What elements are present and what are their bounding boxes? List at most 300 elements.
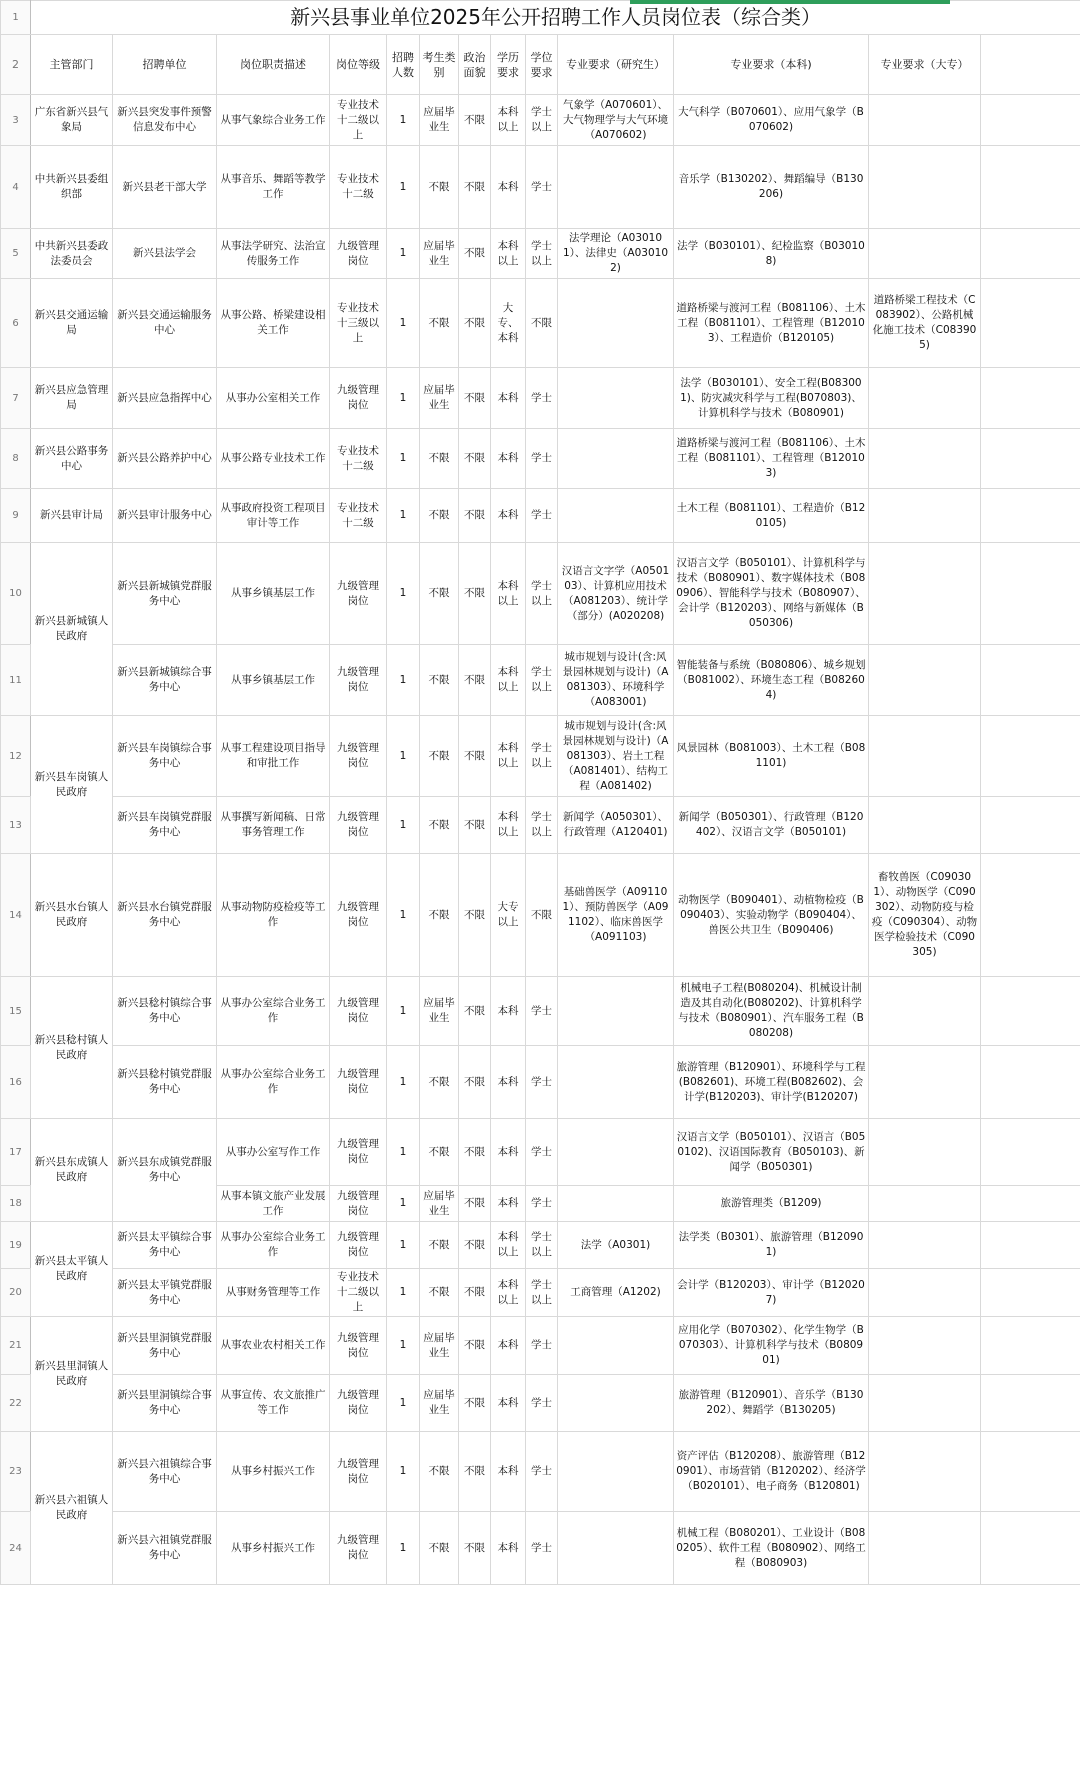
candidate-type-cell[interactable]: 不限	[420, 543, 459, 645]
level-cell[interactable]: 九级管理岗位	[330, 543, 387, 645]
sheet-title[interactable]: 新兴县事业单位2025年公开招聘工作人员岗位表（综合类）	[31, 1, 1080, 35]
degree-cell[interactable]: 学士	[526, 1432, 558, 1512]
undergrad-major-cell[interactable]: 会计学（B120203）、审计学（B120207)	[674, 1269, 869, 1317]
degree-cell[interactable]: 学士以上	[526, 716, 558, 797]
degree-cell[interactable]: 学士	[526, 1186, 558, 1222]
college-major-cell[interactable]: 道路桥梁工程技术（C083902）、公路机械化施工技术（C083905)	[869, 279, 981, 368]
headcount-cell[interactable]: 1	[387, 1046, 420, 1119]
postgrad-major-cell[interactable]	[558, 1046, 674, 1119]
college-major-cell[interactable]	[869, 1119, 981, 1186]
headcount-cell[interactable]: 1	[387, 716, 420, 797]
undergrad-major-cell[interactable]: 法学（B030101）、安全工程(B083001)、防灾减灾科学与工程(B070803)、计算机科学与技术（B080901)	[674, 368, 869, 429]
level-cell[interactable]: 九级管理岗位	[330, 1375, 387, 1432]
postgrad-major-cell[interactable]: 法学理论（A030101）、法律史（A030102)	[558, 229, 674, 279]
undergrad-major-cell[interactable]: 动物医学（B090401）、动植物检疫（B090403）、实验动物学（B090404）、兽医公共卫生（B090406)	[674, 854, 869, 977]
degree-cell[interactable]: 学士	[526, 1375, 558, 1432]
headcount-cell[interactable]: 1	[387, 1186, 420, 1222]
employer-unit-cell[interactable]: 新兴县审计服务中心	[113, 489, 217, 543]
undergrad-major-cell[interactable]: 土木工程（B081101）、工程造价（B120105)	[674, 489, 869, 543]
candidate-type-cell[interactable]: 不限	[420, 1222, 459, 1269]
education-cell[interactable]: 本科以上	[491, 797, 526, 854]
duty-cell[interactable]: 从事乡村振兴工作	[217, 1512, 330, 1585]
postgrad-major-cell[interactable]	[558, 1119, 674, 1186]
postgrad-major-cell[interactable]	[558, 1432, 674, 1512]
duty-cell[interactable]: 从事办公室综合业务工作	[217, 977, 330, 1046]
college-major-cell[interactable]	[869, 229, 981, 279]
political-status-cell[interactable]: 不限	[459, 1222, 491, 1269]
empty-cell[interactable]	[981, 1432, 1080, 1512]
candidate-type-cell[interactable]: 不限	[420, 854, 459, 977]
employer-unit-cell[interactable]: 新兴县新城镇综合事务中心	[113, 645, 217, 716]
level-cell[interactable]: 专业技术十二级以上	[330, 1269, 387, 1317]
duty-cell[interactable]: 从事农业农村相关工作	[217, 1317, 330, 1375]
undergrad-major-cell[interactable]: 法学类（B0301）、旅游管理（B120901)	[674, 1222, 869, 1269]
employer-unit-cell[interactable]: 新兴县水台镇党群服务中心	[113, 854, 217, 977]
political-status-cell[interactable]: 不限	[459, 1375, 491, 1432]
table-row	[1, 543, 1080, 645]
headcount-cell[interactable]: 1	[387, 279, 420, 368]
college-major-cell[interactable]: 畜牧兽医（C090301）、动物医学（C090302）、动物防疫与检疫（C090304）、动物医学检验技术（C090305)	[869, 854, 981, 977]
undergrad-major-cell[interactable]: 道路桥梁与渡河工程（B081106）、土木工程（B081101）、工程管理（B120103）、工程造价（B120105)	[674, 279, 869, 368]
header-cell[interactable]: 招聘单位	[113, 35, 217, 95]
postgrad-major-cell[interactable]	[558, 1512, 674, 1585]
department-cell[interactable]: 新兴县新城镇人民政府	[31, 543, 113, 716]
employer-unit-cell[interactable]: 新兴县稔村镇综合事务中心	[113, 977, 217, 1046]
degree-cell[interactable]: 学士	[526, 489, 558, 543]
level-cell[interactable]: 专业技术十三级以上	[330, 279, 387, 368]
postgrad-major-cell[interactable]: 气象学（A070601）、大气物理学与大气环境（A070602)	[558, 95, 674, 146]
college-major-cell[interactable]	[869, 368, 981, 429]
college-major-cell[interactable]	[869, 429, 981, 489]
empty-cell[interactable]	[981, 229, 1080, 279]
duty-cell[interactable]: 从事公路专业技术工作	[217, 429, 330, 489]
political-status-cell[interactable]: 不限	[459, 645, 491, 716]
empty-cell[interactable]	[981, 1375, 1080, 1432]
education-cell[interactable]: 大专以上	[491, 854, 526, 977]
headcount-cell[interactable]: 1	[387, 368, 420, 429]
political-status-cell[interactable]: 不限	[459, 368, 491, 429]
undergrad-major-cell[interactable]: 汉语言文学（B050101）、计算机科学与技术（B080901）、数字媒体技术（B080906）、智能科学与技术（B080907）、会计学（B120203）、网络与新媒体（B050306)	[674, 543, 869, 645]
education-cell[interactable]: 本科以上	[491, 716, 526, 797]
postgrad-major-cell[interactable]	[558, 279, 674, 368]
undergrad-major-cell[interactable]: 旅游管理类（B1209)	[674, 1186, 869, 1222]
education-cell[interactable]: 本科以上	[491, 543, 526, 645]
college-major-cell[interactable]	[869, 1317, 981, 1375]
political-status-cell[interactable]: 不限	[459, 489, 491, 543]
employer-unit-cell[interactable]: 新兴县东成镇党群服务中心	[113, 1119, 217, 1222]
employer-unit-cell[interactable]: 新兴县六祖镇综合事务中心	[113, 1432, 217, 1512]
headcount-cell[interactable]: 1	[387, 1119, 420, 1186]
degree-cell[interactable]: 学士以上	[526, 1222, 558, 1269]
employer-unit-cell[interactable]: 新兴县里洞镇综合事务中心	[113, 1375, 217, 1432]
degree-cell[interactable]: 学士	[526, 1046, 558, 1119]
employer-unit-cell[interactable]: 新兴县老干部大学	[113, 146, 217, 229]
empty-cell[interactable]	[981, 429, 1080, 489]
education-cell[interactable]: 本科	[491, 1317, 526, 1375]
undergrad-major-cell[interactable]: 法学（B030101）、纪检监察（B030108)	[674, 229, 869, 279]
level-cell[interactable]: 九级管理岗位	[330, 229, 387, 279]
employer-unit-cell[interactable]: 新兴县新城镇党群服务中心	[113, 543, 217, 645]
employer-unit-cell[interactable]: 新兴县六祖镇党群服务中心	[113, 1512, 217, 1585]
headcount-cell[interactable]: 1	[387, 95, 420, 146]
political-status-cell[interactable]: 不限	[459, 1046, 491, 1119]
political-status-cell[interactable]: 不限	[459, 854, 491, 977]
candidate-type-cell[interactable]: 不限	[420, 716, 459, 797]
headcount-cell[interactable]: 1	[387, 797, 420, 854]
college-major-cell[interactable]	[869, 645, 981, 716]
row-number: 3	[1, 95, 31, 146]
degree-cell[interactable]: 学士以上	[526, 95, 558, 146]
level-cell[interactable]: 九级管理岗位	[330, 1222, 387, 1269]
degree-cell[interactable]: 不限	[526, 854, 558, 977]
education-cell[interactable]: 本科	[491, 489, 526, 543]
political-status-cell[interactable]: 不限	[459, 95, 491, 146]
college-major-cell[interactable]	[869, 1269, 981, 1317]
level-cell[interactable]: 九级管理岗位	[330, 854, 387, 977]
employer-unit-cell[interactable]: 新兴县车岗镇综合事务中心	[113, 716, 217, 797]
candidate-type-cell[interactable]: 不限	[420, 429, 459, 489]
postgrad-major-cell[interactable]: 汉语言文字学（A050103）、计算机应用技术（A081203）、统计学（部分）(A020208)	[558, 543, 674, 645]
headcount-cell[interactable]: 1	[387, 489, 420, 543]
college-major-cell[interactable]	[869, 1186, 981, 1222]
duty-cell[interactable]: 从事办公室综合业务工作	[217, 1046, 330, 1119]
department-cell[interactable]: 新兴县里洞镇人民政府	[31, 1317, 113, 1432]
header-cell[interactable]: 专业要求（大专）	[869, 35, 981, 95]
college-major-cell[interactable]	[869, 95, 981, 146]
employer-unit-cell[interactable]: 新兴县交通运输服务中心	[113, 279, 217, 368]
candidate-type-cell[interactable]: 应届毕业生	[420, 1375, 459, 1432]
level-cell[interactable]: 九级管理岗位	[330, 1046, 387, 1119]
undergrad-major-cell[interactable]: 机械电子工程(B080204)、机械设计制造及其自动化(B080202)、计算机科学与技术（B080901）、汽车服务工程（B080208)	[674, 977, 869, 1046]
empty-cell[interactable]	[981, 1222, 1080, 1269]
undergrad-major-cell[interactable]: 旅游管理（B120901）、音乐学（B130202）、舞蹈学（B130205)	[674, 1375, 869, 1432]
postgrad-major-cell[interactable]: 工商管理（A1202)	[558, 1269, 674, 1317]
education-cell[interactable]: 本科	[491, 1186, 526, 1222]
duty-cell[interactable]: 从事法学研究、法治宣传服务工作	[217, 229, 330, 279]
postgrad-major-cell[interactable]	[558, 1375, 674, 1432]
undergrad-major-cell[interactable]: 风景园林（B081003）、土木工程（B081101)	[674, 716, 869, 797]
undergrad-major-cell[interactable]: 道路桥梁与渡河工程（B081106）、土木工程（B081101）、工程管理（B120103)	[674, 429, 869, 489]
postgrad-major-cell[interactable]: 城市规划与设计(含:风景园林规划与设计)（A081303）、岩土工程（A081401）、结构工程（A081402)	[558, 716, 674, 797]
headcount-cell[interactable]: 1	[387, 1222, 420, 1269]
education-cell[interactable]: 本科以上	[491, 1269, 526, 1317]
political-status-cell[interactable]: 不限	[459, 1512, 491, 1585]
employer-unit-cell[interactable]: 新兴县稔村镇党群服务中心	[113, 1046, 217, 1119]
duty-cell[interactable]: 从事乡镇基层工作	[217, 543, 330, 645]
education-cell[interactable]: 本科	[491, 1375, 526, 1432]
duty-cell[interactable]: 从事办公室写作工作	[217, 1119, 330, 1186]
header-cell[interactable]: 学历要求	[491, 35, 526, 95]
level-cell[interactable]: 专业技术十二级	[330, 429, 387, 489]
empty-cell[interactable]	[981, 645, 1080, 716]
headcount-cell[interactable]: 1	[387, 1375, 420, 1432]
education-cell[interactable]: 本科	[491, 146, 526, 229]
employer-unit-cell[interactable]: 新兴县突发事件预警信息发布中心	[113, 95, 217, 146]
education-cell[interactable]: 本科	[491, 1512, 526, 1585]
headcount-cell[interactable]: 1	[387, 1317, 420, 1375]
candidate-type-cell[interactable]: 不限	[420, 1119, 459, 1186]
headcount-cell[interactable]: 1	[387, 854, 420, 977]
department-cell[interactable]: 新兴县公路事务中心	[31, 429, 113, 489]
education-cell[interactable]: 大专、本科	[491, 279, 526, 368]
political-status-cell[interactable]: 不限	[459, 1432, 491, 1512]
degree-cell[interactable]: 学士以上	[526, 1269, 558, 1317]
political-status-cell[interactable]: 不限	[459, 1186, 491, 1222]
duty-cell[interactable]: 从事宣传、农文旅推广等工作	[217, 1375, 330, 1432]
table-row	[1, 1317, 1080, 1375]
degree-cell[interactable]: 学士以上	[526, 797, 558, 854]
degree-cell[interactable]: 学士	[526, 1317, 558, 1375]
department-cell[interactable]: 新兴县稔村镇人民政府	[31, 977, 113, 1119]
department-cell[interactable]: 新兴县水台镇人民政府	[31, 854, 113, 977]
political-status-cell[interactable]: 不限	[459, 1317, 491, 1375]
employer-unit-cell[interactable]: 新兴县应急指挥中心	[113, 368, 217, 429]
level-cell[interactable]: 九级管理岗位	[330, 977, 387, 1046]
duty-cell[interactable]: 从事财务管理等工作	[217, 1269, 330, 1317]
department-cell[interactable]: 中共新兴县委组织部	[31, 146, 113, 229]
level-cell[interactable]: 九级管理岗位	[330, 368, 387, 429]
college-major-cell[interactable]	[869, 977, 981, 1046]
headcount-cell[interactable]: 1	[387, 1269, 420, 1317]
headcount-cell[interactable]: 1	[387, 645, 420, 716]
headcount-cell[interactable]: 1	[387, 543, 420, 645]
duty-cell[interactable]: 从事撰写新闻稿、日常事务管理工作	[217, 797, 330, 854]
postgrad-major-cell[interactable]	[558, 977, 674, 1046]
education-cell[interactable]: 本科	[491, 429, 526, 489]
department-cell[interactable]: 新兴县审计局	[31, 489, 113, 543]
candidate-type-cell[interactable]: 应届毕业生	[420, 1186, 459, 1222]
undergrad-major-cell[interactable]: 新闻学（B050301）、行政管理（B120402）、汉语言文学（B050101)	[674, 797, 869, 854]
undergrad-major-cell[interactable]: 汉语言文学（B050101）、汉语言（B050102)、汉语国际教育（B050103)、新闻学（B050301)	[674, 1119, 869, 1186]
employer-unit-cell[interactable]: 新兴县里洞镇党群服务中心	[113, 1317, 217, 1375]
college-major-cell[interactable]	[869, 543, 981, 645]
postgrad-major-cell[interactable]: 城市规划与设计(含:风景园林规划与设计)（A081303）、环境科学（A083001)	[558, 645, 674, 716]
candidate-type-cell[interactable]: 不限	[420, 797, 459, 854]
empty-cell[interactable]	[981, 1119, 1080, 1186]
level-cell[interactable]: 专业技术十二级	[330, 489, 387, 543]
level-cell[interactable]: 专业技术十二级	[330, 146, 387, 229]
education-cell[interactable]: 本科	[491, 977, 526, 1046]
empty-cell[interactable]	[981, 1186, 1080, 1222]
level-cell[interactable]: 九级管理岗位	[330, 1432, 387, 1512]
undergrad-major-cell[interactable]: 应用化学（B070302）、化学生物学（B070303）、计算机科学与技术（B080901)	[674, 1317, 869, 1375]
college-major-cell[interactable]	[869, 146, 981, 229]
degree-cell[interactable]: 学士以上	[526, 543, 558, 645]
table-row	[1, 229, 1080, 279]
employer-unit-cell[interactable]: 新兴县太平镇党群服务中心	[113, 1269, 217, 1317]
degree-cell[interactable]: 学士	[526, 977, 558, 1046]
duty-cell[interactable]: 从事乡镇基层工作	[217, 645, 330, 716]
duty-cell[interactable]: 从事公路、桥梁建设相关工作	[217, 279, 330, 368]
postgrad-major-cell[interactable]	[558, 1317, 674, 1375]
empty-cell[interactable]	[981, 854, 1080, 977]
empty-cell[interactable]	[981, 1269, 1080, 1317]
table-row	[1, 1269, 1080, 1317]
college-major-cell[interactable]	[869, 1512, 981, 1585]
degree-cell[interactable]: 学士	[526, 368, 558, 429]
empty-cell[interactable]	[981, 95, 1080, 146]
postgrad-major-cell[interactable]: 新闻学（A050301）、行政管理（A120401)	[558, 797, 674, 854]
college-major-cell[interactable]	[869, 1432, 981, 1512]
department-cell[interactable]: 中共新兴县委政法委员会	[31, 229, 113, 279]
degree-cell[interactable]: 学士	[526, 1512, 558, 1585]
employer-unit-cell[interactable]: 新兴县公路养护中心	[113, 429, 217, 489]
undergrad-major-cell[interactable]: 音乐学（B130202）、舞蹈编导（B130206)	[674, 146, 869, 229]
candidate-type-cell[interactable]: 不限	[420, 1512, 459, 1585]
level-cell[interactable]: 九级管理岗位	[330, 1317, 387, 1375]
candidate-type-cell[interactable]: 应届毕业生	[420, 977, 459, 1046]
header-cell[interactable]: 岗位等级	[330, 35, 387, 95]
political-status-cell[interactable]: 不限	[459, 279, 491, 368]
duty-cell[interactable]: 从事政府投资工程项目审计等工作	[217, 489, 330, 543]
degree-cell[interactable]: 学士	[526, 1119, 558, 1186]
header-cell[interactable]: 考生类别	[420, 35, 459, 95]
empty-cell[interactable]	[981, 716, 1080, 797]
education-cell[interactable]: 本科	[491, 1119, 526, 1186]
duty-cell[interactable]: 从事本镇文旅产业发展工作	[217, 1186, 330, 1222]
postgrad-major-cell[interactable]	[558, 489, 674, 543]
candidate-type-cell[interactable]: 应届毕业生	[420, 1317, 459, 1375]
education-cell[interactable]: 本科	[491, 1432, 526, 1512]
postgrad-major-cell[interactable]	[558, 368, 674, 429]
education-cell[interactable]: 本科	[491, 368, 526, 429]
empty-cell[interactable]	[981, 1512, 1080, 1585]
undergrad-major-cell[interactable]: 旅游管理（B120901）、环境科学与工程(B082601)、环境工程(B082602)、会计学(B120203)、审计学(B120207)	[674, 1046, 869, 1119]
candidate-type-cell[interactable]: 不限	[420, 146, 459, 229]
education-cell[interactable]: 本科以上	[491, 1222, 526, 1269]
department-cell[interactable]: 新兴县太平镇人民政府	[31, 1222, 113, 1317]
postgrad-major-cell[interactable]	[558, 1186, 674, 1222]
candidate-type-cell[interactable]: 不限	[420, 1046, 459, 1119]
header-cell[interactable]: 专业要求（研究生）	[558, 35, 674, 95]
candidate-type-cell[interactable]: 应届毕业生	[420, 368, 459, 429]
department-cell[interactable]: 新兴县东成镇人民政府	[31, 1119, 113, 1222]
duty-cell[interactable]: 从事动物防疫检疫等工作	[217, 854, 330, 977]
candidate-type-cell[interactable]: 不限	[420, 645, 459, 716]
duty-cell[interactable]: 从事工程建设项目指导和审批工作	[217, 716, 330, 797]
degree-cell[interactable]: 不限	[526, 279, 558, 368]
empty-cell[interactable]	[981, 146, 1080, 229]
table-row	[1, 489, 1080, 543]
level-cell[interactable]: 专业技术十二级以上	[330, 95, 387, 146]
college-major-cell[interactable]	[869, 716, 981, 797]
level-cell[interactable]: 九级管理岗位	[330, 1512, 387, 1585]
candidate-type-cell[interactable]: 应届毕业生	[420, 229, 459, 279]
headcount-cell[interactable]: 1	[387, 977, 420, 1046]
selection-accent-line	[630, 0, 950, 4]
level-cell[interactable]: 九级管理岗位	[330, 797, 387, 854]
empty-cell[interactable]	[981, 279, 1080, 368]
header-cell[interactable]: 政治面貌	[459, 35, 491, 95]
empty-cell[interactable]	[981, 1317, 1080, 1375]
political-status-cell[interactable]: 不限	[459, 429, 491, 489]
empty-cell[interactable]	[981, 977, 1080, 1046]
candidate-type-cell[interactable]: 应届毕业生	[420, 95, 459, 146]
level-cell[interactable]: 九级管理岗位	[330, 1119, 387, 1186]
degree-cell[interactable]: 学士	[526, 429, 558, 489]
political-status-cell[interactable]: 不限	[459, 229, 491, 279]
education-cell[interactable]: 本科以上	[491, 229, 526, 279]
department-cell[interactable]: 新兴县交通运输局	[31, 279, 113, 368]
headcount-cell[interactable]: 1	[387, 229, 420, 279]
empty-cell[interactable]	[981, 489, 1080, 543]
duty-cell[interactable]: 从事气象综合业务工作	[217, 95, 330, 146]
postgrad-major-cell[interactable]: 法学（A0301)	[558, 1222, 674, 1269]
employer-unit-cell[interactable]: 新兴县车岗镇党群服务中心	[113, 797, 217, 854]
department-cell[interactable]: 广东省新兴县气象局	[31, 95, 113, 146]
undergrad-major-cell[interactable]: 机械工程（B080201）、工业设计（B080205）、软件工程（B080902）、网络工程（B080903)	[674, 1512, 869, 1585]
candidate-type-cell[interactable]: 不限	[420, 279, 459, 368]
employer-unit-cell[interactable]: 新兴县法学会	[113, 229, 217, 279]
political-status-cell[interactable]: 不限	[459, 1269, 491, 1317]
duty-cell[interactable]: 从事办公室相关工作	[217, 368, 330, 429]
college-major-cell[interactable]	[869, 1046, 981, 1119]
political-status-cell[interactable]: 不限	[459, 146, 491, 229]
college-major-cell[interactable]	[869, 1375, 981, 1432]
college-major-cell[interactable]	[869, 797, 981, 854]
empty-cell[interactable]	[981, 797, 1080, 854]
candidate-type-cell[interactable]: 不限	[420, 489, 459, 543]
postgrad-major-cell[interactable]	[558, 429, 674, 489]
header-cell[interactable]: 学位要求	[526, 35, 558, 95]
education-cell[interactable]: 本科	[491, 1046, 526, 1119]
candidate-type-cell[interactable]: 不限	[420, 1432, 459, 1512]
undergrad-major-cell[interactable]: 大气科学（B070601）、应用气象学（B070602)	[674, 95, 869, 146]
political-status-cell[interactable]: 不限	[459, 543, 491, 645]
header-cell[interactable]: 主管部门	[31, 35, 113, 95]
headcount-cell[interactable]: 1	[387, 1512, 420, 1585]
duty-cell[interactable]: 从事办公室综合业务工作	[217, 1222, 330, 1269]
headcount-cell[interactable]: 1	[387, 1432, 420, 1512]
degree-cell[interactable]: 学士	[526, 146, 558, 229]
undergrad-major-cell[interactable]: 资产评估（B120208）、旅游管理（B120901）、市场营销（B120202）、经济学（B020101）、电子商务（B120801)	[674, 1432, 869, 1512]
duty-cell[interactable]: 从事乡村振兴工作	[217, 1432, 330, 1512]
department-cell[interactable]: 新兴县六祖镇人民政府	[31, 1432, 113, 1585]
education-cell[interactable]: 本科以上	[491, 645, 526, 716]
table-row	[1, 1119, 1080, 1186]
political-status-cell[interactable]: 不限	[459, 797, 491, 854]
empty-cell[interactable]	[981, 1046, 1080, 1119]
header-cell[interactable]: 专业要求（本科)	[674, 35, 869, 95]
header-cell[interactable]: 岗位职责描述	[217, 35, 330, 95]
header-cell[interactable]: 招聘人数	[387, 35, 420, 95]
postgrad-major-cell[interactable]: 基础兽医学（A091101）、预防兽医学（A091102）、临床兽医学（A091103)	[558, 854, 674, 977]
level-cell[interactable]: 九级管理岗位	[330, 1186, 387, 1222]
empty-cell[interactable]	[981, 35, 1080, 95]
college-major-cell[interactable]	[869, 1222, 981, 1269]
headcount-cell[interactable]: 1	[387, 429, 420, 489]
political-status-cell[interactable]: 不限	[459, 716, 491, 797]
postgrad-major-cell[interactable]	[558, 146, 674, 229]
employer-unit-cell[interactable]: 新兴县太平镇综合事务中心	[113, 1222, 217, 1269]
political-status-cell[interactable]: 不限	[459, 1119, 491, 1186]
undergrad-major-cell[interactable]: 智能装备与系统（B080806）、城乡规划（B081002）、环境生态工程（B082604)	[674, 645, 869, 716]
degree-cell[interactable]: 学士以上	[526, 229, 558, 279]
education-cell[interactable]: 本科以上	[491, 95, 526, 146]
headcount-cell[interactable]: 1	[387, 146, 420, 229]
level-cell[interactable]: 九级管理岗位	[330, 645, 387, 716]
department-cell[interactable]: 新兴县应急管理局	[31, 368, 113, 429]
level-cell[interactable]: 九级管理岗位	[330, 716, 387, 797]
department-cell[interactable]: 新兴县车岗镇人民政府	[31, 716, 113, 854]
empty-cell[interactable]	[981, 368, 1080, 429]
degree-cell[interactable]: 学士以上	[526, 645, 558, 716]
candidate-type-cell[interactable]: 不限	[420, 1269, 459, 1317]
political-status-cell[interactable]: 不限	[459, 977, 491, 1046]
duty-cell[interactable]: 从事音乐、舞蹈等教学工作	[217, 146, 330, 229]
college-major-cell[interactable]	[869, 489, 981, 543]
empty-cell[interactable]	[981, 543, 1080, 645]
